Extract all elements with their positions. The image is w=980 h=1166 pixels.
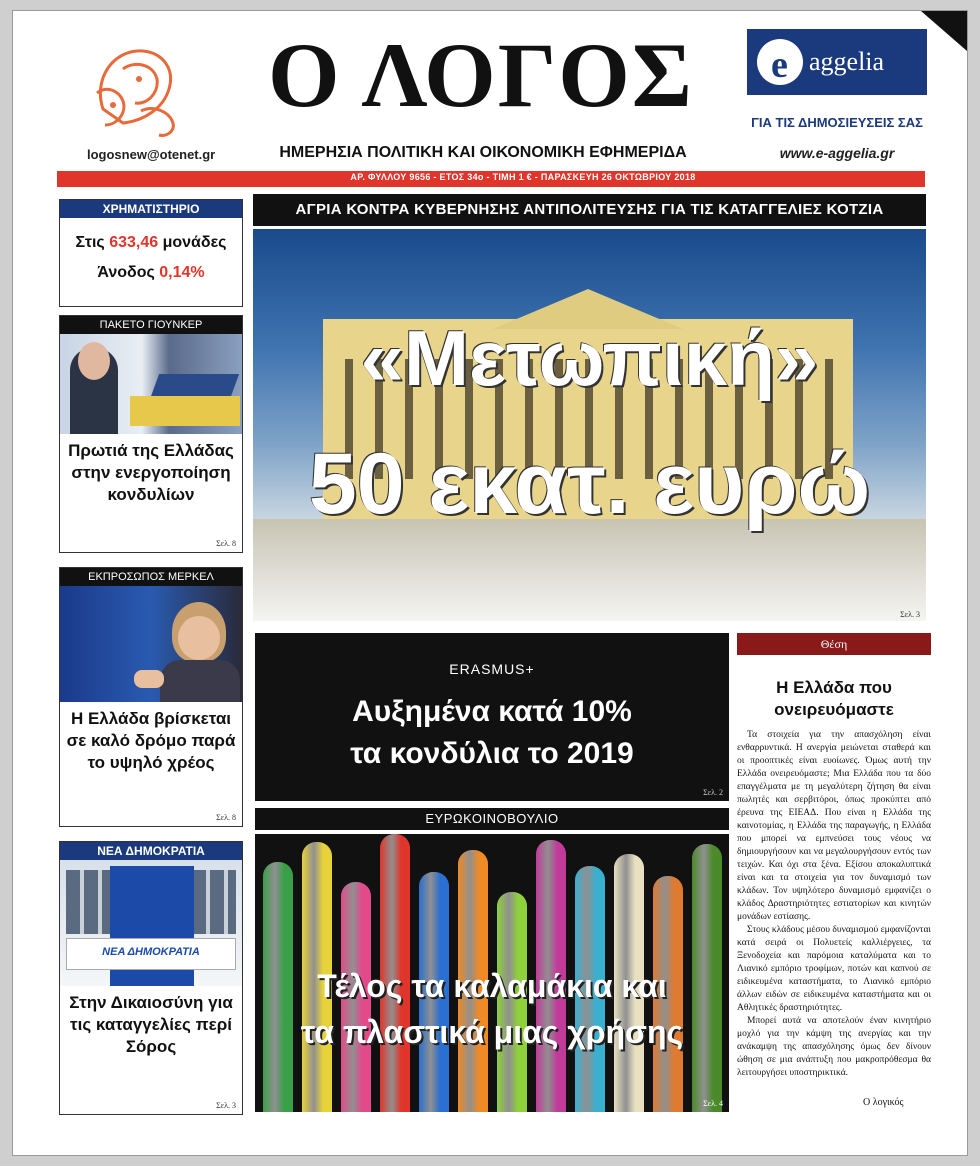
nd-building-photo xyxy=(60,860,242,986)
eaggelia-logo xyxy=(747,29,927,95)
lead-headline-1: «Μετωπική» xyxy=(360,314,819,402)
stock-change-value: 0,14% xyxy=(159,264,205,281)
stock-text: Στις xyxy=(75,234,110,251)
opinion-paragraph: Στους κλάδους μέσου δυναμισμού εμφανίζονται κατά σειρά οι Πολυετείς καλλιέργειες, τα Ξενοδοχεία και παρόμοια καταλύματα και το Λιανικό εμπόριο τροφίμων, ποτών και καπνού σε ειδικευμένα καταστήματα, το Λιανικό εμπόριο άλλων ειδών σε ειδικευμένα καταστήματα και οι Αθλητικές δραστηριότητες. xyxy=(737,925,931,1013)
page-reference: Σελ. 3 xyxy=(216,1101,236,1110)
merkel-photo xyxy=(60,586,242,702)
stock-box xyxy=(59,199,243,307)
sidebar-story-juncker[interactable] xyxy=(59,315,243,553)
lead-headline-2: 50 εκατ. ευρώ xyxy=(308,436,871,532)
lead-kicker[interactable]: ΑΓΡΙΑ ΚΟΝΤΡΑ ΚΥΒΕΡΝΗΣΗΣ ΑΝΤΙΠΟΛΙΤΕΥΣΗΣ ΓΙΑ ΤΙΣ ΚΑΤΑΓΓΕΛΙΕΣ ΚΟΤΖΙΑ xyxy=(253,194,926,226)
newspaper-subtitle: ΗΜΕΡΗΣΙΑ ΠΟΛΙΤΙΚΗ ΚΑΙ ΟΙΚΟΝΟΜΙΚΗ ΕΦΗΜΕΡΙΔΑ xyxy=(279,144,687,161)
opinion-body xyxy=(737,729,931,1080)
issue-line: ΑΡ. ΦΥΛΛΟΥ 9656 - ΕΤΟΣ 34ο - ΤΙΜΗ 1 € - ΠΑΡΑΣΚΕΥΗ 26 ΟΚΤΩΒΡΙΟΥ 2018 xyxy=(350,172,696,182)
newspaper-page xyxy=(12,10,968,1156)
opinion-title[interactable]: Η Ελλάδα που ονειρευόμαστε xyxy=(774,678,894,719)
sidebar-heading: ΠΑΚΕΤΟ ΓΙΟΥΝΚΕΡ xyxy=(60,316,242,334)
email-address: logosnew@otenet.gr xyxy=(87,147,216,162)
page-reference: Σελ. 4 xyxy=(703,1099,723,1108)
juncker-photo xyxy=(60,334,242,434)
faces-logo xyxy=(83,39,193,139)
opinion-signature: Ο λογικός xyxy=(863,1097,904,1108)
sidebar-story-nd[interactable] xyxy=(59,841,243,1115)
sidebar-story-text: Στην Δικαιοσύνη για τις καταγγελίες περί Σόρος xyxy=(69,993,233,1056)
erasmus-story[interactable] xyxy=(255,633,729,801)
nd-sign-text: ΝΕΑ ΔΗΜΟΚΡΑΤΙΑ xyxy=(102,946,200,958)
opinion-paragraph: Μπορεί αυτά να αποτελούν έναν κινητήριο μοχλό για την κάμψη της ανεργίας και την ανάκαμψη της απασχόλησης όμως δεν δίνουν ώθηση σε μια ανάπτυξη που μακροπρόθεσμα θα λειτουργήσει υποστηρικτικά. xyxy=(737,1016,931,1078)
lead-story-hero[interactable] xyxy=(253,229,926,621)
sidebar-story-text: Η Ελλάδα βρίσκεται σε καλό δρόμο παρά το υψηλό χρέος xyxy=(66,709,236,772)
opinion-paragraph: Τα στοιχεία για την απασχόληση είναι ενθαρρυντικά. Η ανεργία μειώνεται σταθερά και οι προοπτικές είναι ευοίωνες. Όμως αυτή την Ελλάδα ονειρευόμαστε; Μια Ελλάδα που τα δύο επαγγέλματα με τη μεγαλύτερη ζήτηση θα είναι πωλητές και σερβιτόροι, όπως προκύπτει από έρευνα της ΕΙΕΑΔ. Που είναι η Ελλάδα της καινοτομίας, η Ελλάδα της παραγωγής, η Ελλάδα που μπορεί να εμπνεύσει τους νέους να δημιουργήσουν και να μεγαλουργήσουν εντός των τειχών. Και όχι στα ξένα. Εξίσου αποκαλυπτικά είναι και τα στοιχεία για τον δυναμισμό των κλάδων. Τον υψηλότερο δυναμισμό εμφανίζει ο κλάδος Δραστηριότητες εστιατορίων και κινητών μονάδων εστίασης. xyxy=(737,730,931,922)
erasmus-headline-2: τα κονδύλια το 2019 xyxy=(350,737,634,770)
erasmus-headline-1: Αυξημένα κατά 10% xyxy=(352,695,632,728)
stock-text: Άνοδος xyxy=(97,264,160,281)
sidebar-heading: ΝΕΑ ΔΗΜΟΚΡΑΤΙΑ xyxy=(60,842,242,860)
folded-corner xyxy=(921,11,967,51)
square-ground xyxy=(253,519,926,621)
page-reference: Σελ. 8 xyxy=(216,539,236,548)
euro-headline-1: Τέλος τα καλαμάκια και xyxy=(317,968,667,1004)
eaggelia-letter: e xyxy=(771,44,788,86)
eaggelia-tagline: ΓΙΑ ΤΙΣ ΔΗΜΟΣΙΕΥΣΕΙΣ ΣΑΣ xyxy=(751,115,923,130)
page-reference: Σελ. 2 xyxy=(703,788,723,797)
straws-story[interactable] xyxy=(255,834,729,1112)
newspaper-masthead: Ο ΛΟΓΟΣ xyxy=(268,24,694,126)
stock-index-value: 633,46 xyxy=(109,234,159,251)
euro-heading: ΕΥΡΩΚΟΙΝΟΒΟΥΛΙΟ xyxy=(255,808,729,830)
sidebar-story-text: Πρωτιά της Ελλάδας στην ενεργοποίηση κονδυλίων xyxy=(68,441,234,504)
stock-index-line xyxy=(60,232,242,254)
opinion-heading: Θέση xyxy=(737,633,931,655)
stock-heading: ΧΡΗΜΑΤΙΣΤΗΡΙΟ xyxy=(60,200,242,218)
sidebar-heading: ΕΚΠΡΟΣΩΠΟΣ ΜΕΡΚΕΛ xyxy=(60,568,242,586)
page-reference: Σελ. 3 xyxy=(900,610,920,619)
sidebar-story-merkel[interactable] xyxy=(59,567,243,827)
eaggelia-word: aggelia xyxy=(809,47,885,76)
erasmus-label: ERASMUS+ xyxy=(449,661,535,677)
stock-change-line xyxy=(60,262,242,284)
eaggelia-url: www.e-aggelia.gr xyxy=(779,145,895,161)
eaggelia-circle-icon xyxy=(757,39,803,85)
stock-text: μονάδες xyxy=(158,234,227,251)
page-reference: Σελ. 8 xyxy=(216,813,236,822)
euro-headline-2: τα πλαστικά μιας χρήσης xyxy=(300,1014,684,1050)
